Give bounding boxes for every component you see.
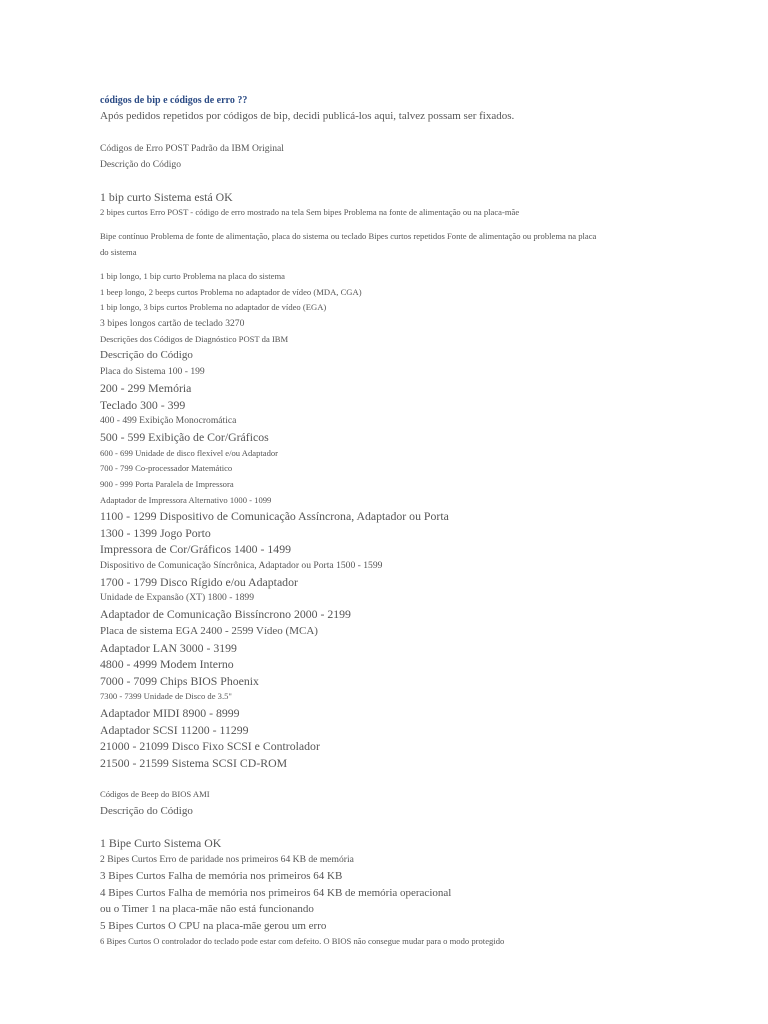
spacer	[100, 819, 660, 835]
list-item: 5 Bipes Curtos O CPU na placa-mãe gerou um erro	[100, 919, 327, 932]
list-item: 1 bip longo, 3 bips curtos Problema no adaptador de vídeo (EGA)	[100, 302, 327, 313]
list-item: Teclado 300 - 399	[100, 397, 186, 412]
spacer	[100, 125, 660, 141]
spacer	[100, 771, 660, 787]
list-item: 700 - 799 Co-processador Matemático	[100, 463, 233, 474]
list-item: Adaptador SCSI 11200 - 11299	[100, 722, 249, 737]
list-item: 400 - 499 Exibição Monocromática	[100, 415, 237, 427]
list-item: Adaptador LAN 3000 - 3199	[100, 640, 237, 655]
document-body	[100, 94, 660, 950]
list-item: 1100 - 1299 Dispositivo de Comunicação Assíncrona, Adaptador ou Porta	[100, 509, 449, 524]
list-item: 900 - 999 Porta Paralela de Impressora	[100, 478, 234, 489]
list-item: Adaptador MIDI 8900 - 8999	[100, 705, 240, 720]
list-item: 21500 - 21599 Sistema SCSI CD-ROM	[100, 755, 288, 770]
list-item: Bipe contínuo Problema de fonte de alimentação, placa do sistema ou teclado Bipes curtos repetidos Fonte de alimentação ou problema na placa do sistema	[100, 231, 597, 257]
list-item: 600 - 699 Unidade de disco flexível e/ou Adaptador	[100, 447, 279, 458]
list-item: 1 bip curto Sistema está OK	[100, 189, 233, 204]
spacer	[100, 173, 660, 189]
list-item: Dispositivo de Comunicação Síncrônica, Adaptador ou Porta 1500 - 1599	[100, 559, 383, 571]
list-item: 3 bipes longos cartão de teclado 3270	[100, 317, 245, 329]
section-heading: Códigos de Beep do BIOS AMI	[100, 789, 210, 800]
intro-text: Após pedidos repetidos por códigos de bip, decidi publicá-los aqui, talvez possam ser fixados.	[100, 110, 515, 122]
list-item: 500 - 599 Exibição de Cor/Gráficos	[100, 430, 269, 445]
section-heading: Descrições dos Códigos de Diagnóstico POST da IBM	[100, 333, 289, 344]
list-item: 2 Bipes Curtos Erro de paridade nos primeiros 64 KB de memória	[100, 854, 354, 865]
list-item: Adaptador de Impressora Alternativo 1000 - 1099	[100, 494, 272, 505]
list-item: 3 Bipes Curtos Falha de memória nos primeiros 64 KB	[100, 870, 343, 882]
list-item: Impressora de Cor/Gráficos 1400 - 1499	[100, 542, 291, 557]
list-item: 7300 - 7399 Unidade de Disco de 3.5"	[100, 691, 232, 702]
list-item: 1 bip longo, 1 bip curto Problema na placa do sistema	[100, 271, 285, 282]
list-item: 1300 - 1399 Jogo Porto	[100, 525, 211, 540]
list-item: Unidade de Expansão (XT) 1800 - 1899	[100, 592, 254, 604]
ibm-diagnostic-section	[100, 332, 660, 771]
ami-bios-section	[100, 787, 660, 949]
list-item: 6 Bipes Curtos O controlador do teclado pode estar com defeito. O BIOS não consegue mudar para o modo protegido	[100, 936, 505, 946]
section-subheading: Descrição do Código	[100, 349, 193, 362]
list-item: Adaptador de Comunicação Bissíncrono 2000 - 2199	[100, 607, 351, 622]
list-item: 200 - 299 Memória	[100, 380, 192, 395]
list-item: 4800 - 4999 Modem Interno	[100, 657, 234, 672]
list-item: 1 Bipe Curto Sistema OK	[100, 836, 222, 851]
list-item: Placa de sistema EGA 2400 - 2599 Vídeo (MCA)	[100, 625, 318, 638]
section-heading: Códigos de Erro POST Padrão da IBM Original	[100, 142, 284, 154]
list-item: 1700 - 1799 Disco Rígido e/ou Adaptador	[100, 574, 298, 589]
list-item: 7000 - 7099 Chips BIOS Phoenix	[100, 673, 259, 688]
document-title: códigos de bip e códigos de erro ??	[100, 95, 248, 106]
section-subheading: Descrição do Código	[100, 158, 181, 170]
ibm-post-section	[100, 141, 660, 332]
list-item: 4 Bipes Curtos Falha de memória nos primeiros 64 KB de memória operacional	[100, 886, 452, 899]
list-item: 1 beep longo, 2 beeps curtos Problema no adaptador de vídeo (MDA, CGA)	[100, 286, 362, 297]
list-item: ou o Timer 1 na placa-mãe não está funcionando	[100, 903, 314, 915]
list-item: 21000 - 21099 Disco Fixo SCSI e Controlador	[100, 739, 320, 754]
section-subheading: Descrição do Código	[100, 804, 193, 817]
list-item: Placa do Sistema 100 - 199	[100, 365, 205, 377]
list-item: 2 bipes curtos Erro POST - código de erro mostrado na tela Sem bipes Problema na fonte de alimentação ou na placa-mãe	[100, 207, 520, 218]
